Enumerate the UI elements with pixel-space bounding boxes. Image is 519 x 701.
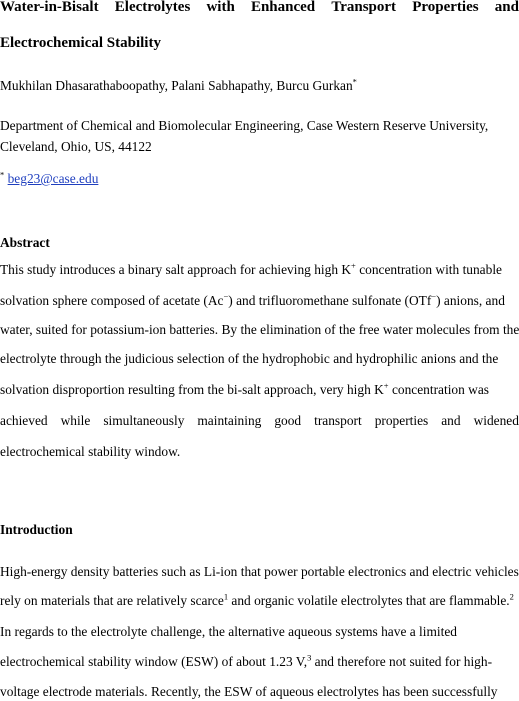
correspondence (0, 170, 519, 188)
citation-superscript: 3 (307, 652, 312, 663)
title-line-1 (0, 0, 519, 17)
abstract-word: achieved (0, 413, 48, 428)
title-word: with (206, 0, 235, 15)
superscript: − (431, 291, 437, 302)
title-line-2: Electrochemical Stability (0, 35, 161, 51)
citation-superscript: 1 (223, 591, 229, 602)
author-list (0, 77, 519, 95)
intro-line-5: voltage electrode materials. Recently, the ESW of aqueous electrolytes has been successfully (0, 684, 498, 699)
abstract-word: properties (374, 413, 429, 428)
affiliation-line-1: Department of Chemical and Biomolecular Engineering, Case Western Reserve University, (0, 118, 489, 133)
superscript: − (223, 291, 229, 302)
affiliation-line-2: Cleveland, Ohio, US, 44122 (0, 139, 152, 154)
abstract-text: This study introduces a binary salt approach for achieving high K (0, 262, 352, 277)
abstract-text: ) and trifluoromethane sulfonate (OTf (228, 293, 432, 308)
abstract-text: concentration was (388, 382, 489, 397)
abstract-word: and (441, 413, 461, 428)
abstract-line-5 (0, 381, 519, 399)
abstract-heading: Abstract (0, 235, 50, 250)
title-word: and (494, 0, 519, 15)
intro-text: rely on materials that are relatively scarce (0, 593, 224, 608)
abstract-word: good (274, 413, 302, 428)
abstract-word: transport (314, 413, 362, 428)
intro-text: and organic volatile electrolytes that are flammable. (228, 593, 510, 608)
abstract-line-1 (0, 261, 519, 279)
corresponding-marker: * (352, 76, 357, 87)
abstract-text: concentration with tunable (355, 262, 502, 277)
abstract-word: maintaining (197, 413, 262, 428)
abstract-text: solvation sphere composed of acetate (Ac (0, 293, 224, 308)
intro-line-2 (0, 592, 519, 610)
title-word: Transport (331, 0, 397, 15)
correspondence-marker: * (0, 169, 5, 180)
intro-text: electrochemical stability window (ESW) of about 1.23 V, (0, 654, 308, 669)
intro-line-1: High-energy density batteries such as Li-ion that power portable electronics and electric vehicles (0, 564, 519, 579)
intro-line-3: In regards to the electrolyte challenge, the alternative aqueous systems have a limited (0, 624, 457, 639)
superscript: + (383, 380, 389, 391)
title-word: Electrolytes (114, 0, 191, 15)
abstract-line-3: water, suited for potassium-ion batteries. By the elimination of the free water molecules from the (0, 322, 519, 337)
abstract-text: ) anions, and (436, 293, 505, 308)
introduction-heading: Introduction (0, 522, 73, 537)
abstract-word: simultaneously (103, 413, 185, 428)
intro-line-4 (0, 653, 519, 671)
title-word: Water-in-Bisalt (0, 0, 99, 15)
superscript: + (351, 260, 356, 271)
abstract-line-2 (0, 292, 519, 310)
email-link[interactable]: beg23@case.edu (7, 171, 99, 186)
title-word: Properties (412, 0, 479, 15)
abstract-word: widened (473, 413, 519, 428)
abstract-line-6 (0, 412, 519, 430)
author-names: Mukhilan Dhasarathaboopathy, Palani Sabhapathy, Burcu Gurkan (0, 78, 353, 93)
intro-text: and therefore not suited for high- (311, 654, 493, 669)
title-word: Enhanced (250, 0, 316, 15)
abstract-word: while (60, 413, 91, 428)
citation-superscript: 2 (509, 591, 514, 602)
abstract-line-4: electrolyte through the judicious selection of the hydrophobic and hydrophilic anions and the (0, 351, 499, 366)
abstract-text: solvation disproportion resulting from the bi-salt approach, very high K (0, 382, 384, 397)
abstract-line-7: electrochemical stability window. (0, 444, 181, 459)
